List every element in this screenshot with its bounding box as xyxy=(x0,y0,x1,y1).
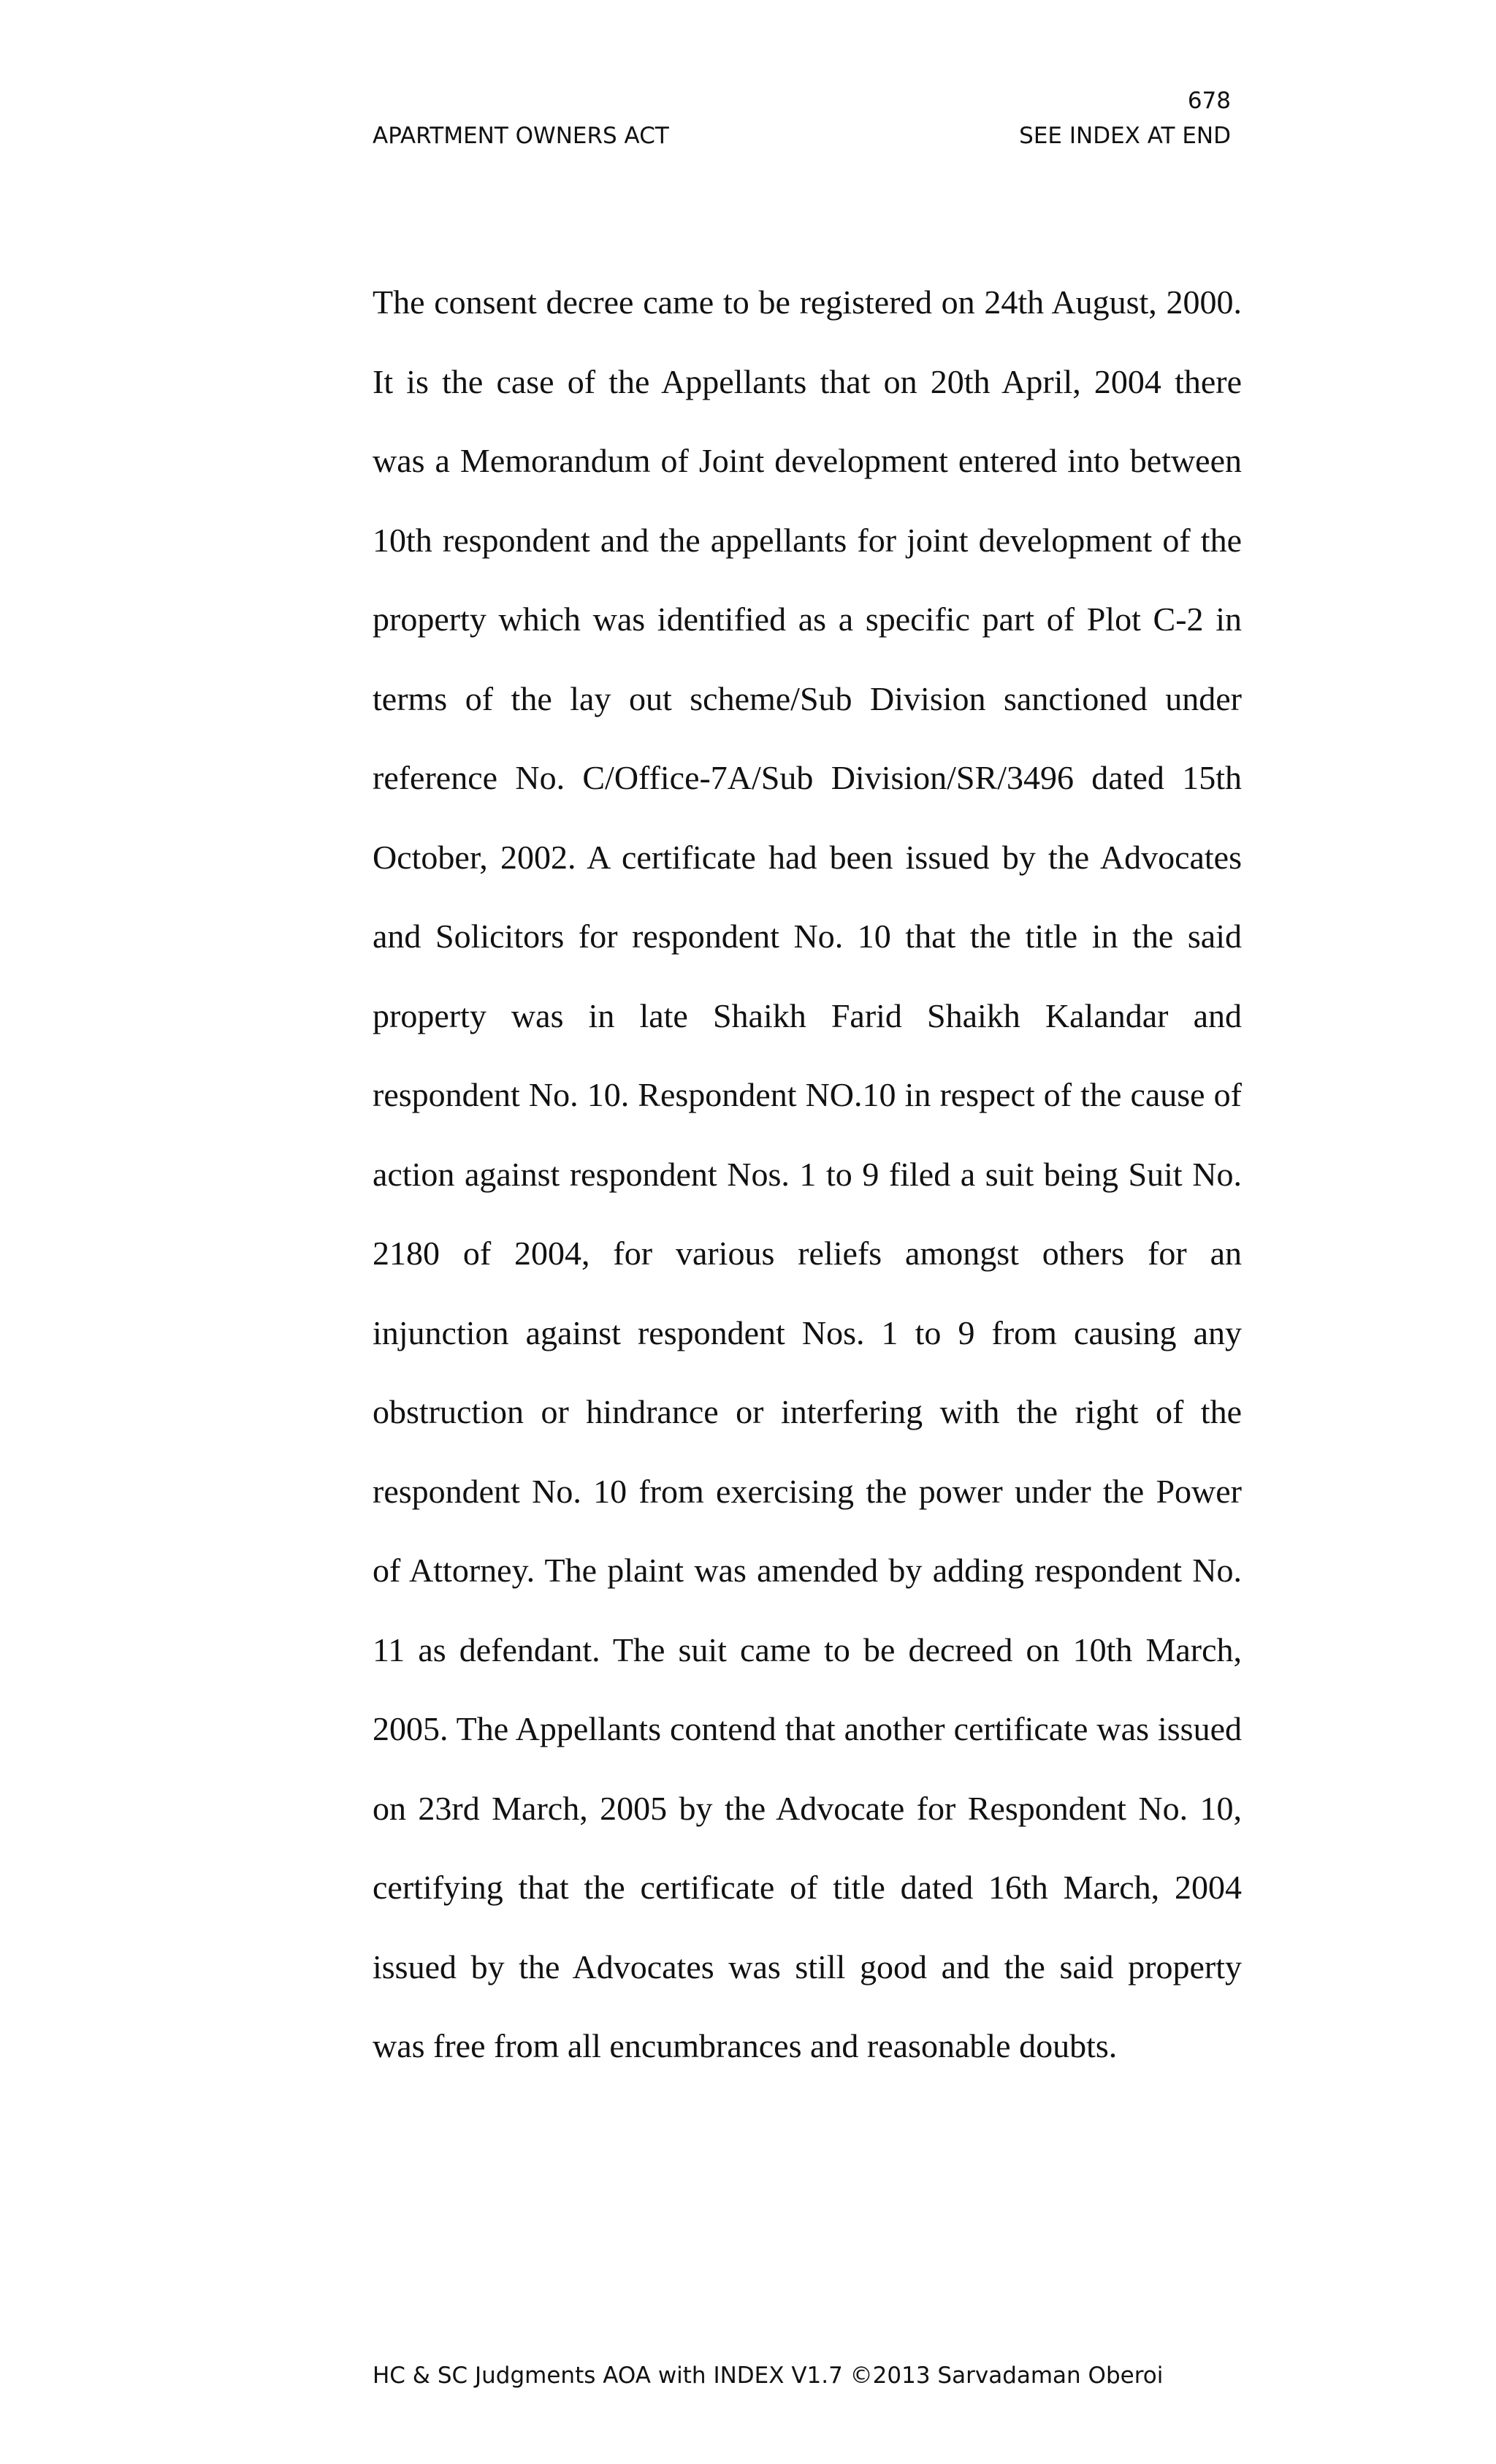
running-head-title: APARTMENT OWNERS ACT xyxy=(373,123,669,149)
page-footer: HC & SC Judgments AOA with INDEX V1.7 ©2013 Sarvadaman Oberoi xyxy=(373,2362,1164,2389)
body-paragraph: The consent decree came to be registered on 24th August, 2000. It is the case of the Appellants that on 20th April, 2004 there was a Memorandum of Joint development entered into between 10th respondent and the appellants for joint development of the property which was identified as a specific part of Plot C-2 in terms of the lay out scheme/Sub Division sanctioned under reference No. C/Office-7A/Sub Division/SR/3496 dated 15th October, 2002. A certificate had been issued by the Advocates and Solicitors for respondent No. 10 that the title in the said property was in late Shaikh Farid Shaikh Kalandar and respondent No. 10. Respondent NO.10 in respect of the cause of action against respondent Nos. 1 to 9 filed a suit being Suit No. 2180 of 2004, for various reliefs amongst others for an injunction against respondent Nos. 1 to 9 from causing any obstruction or hindrance or interfering with the right of the respondent No. 10 from exercising the power under the Power of Attorney. The plaint was amended by adding respondent No. 11 as defendant. The suit came to be decreed on 10th March, 2005. The Appellants contend that another certificate was issued on 23rd March, 2005 by the Advocate for Respondent No. 10, certifying that the certificate of title dated 16th March, 2004 issued by the Advocates was still good and the said property was free from all encumbrances and reasonable doubts. xyxy=(373,283,1242,2064)
page-number: 678 xyxy=(1187,88,1231,114)
running-head-index-note: SEE INDEX AT END xyxy=(1019,123,1231,149)
